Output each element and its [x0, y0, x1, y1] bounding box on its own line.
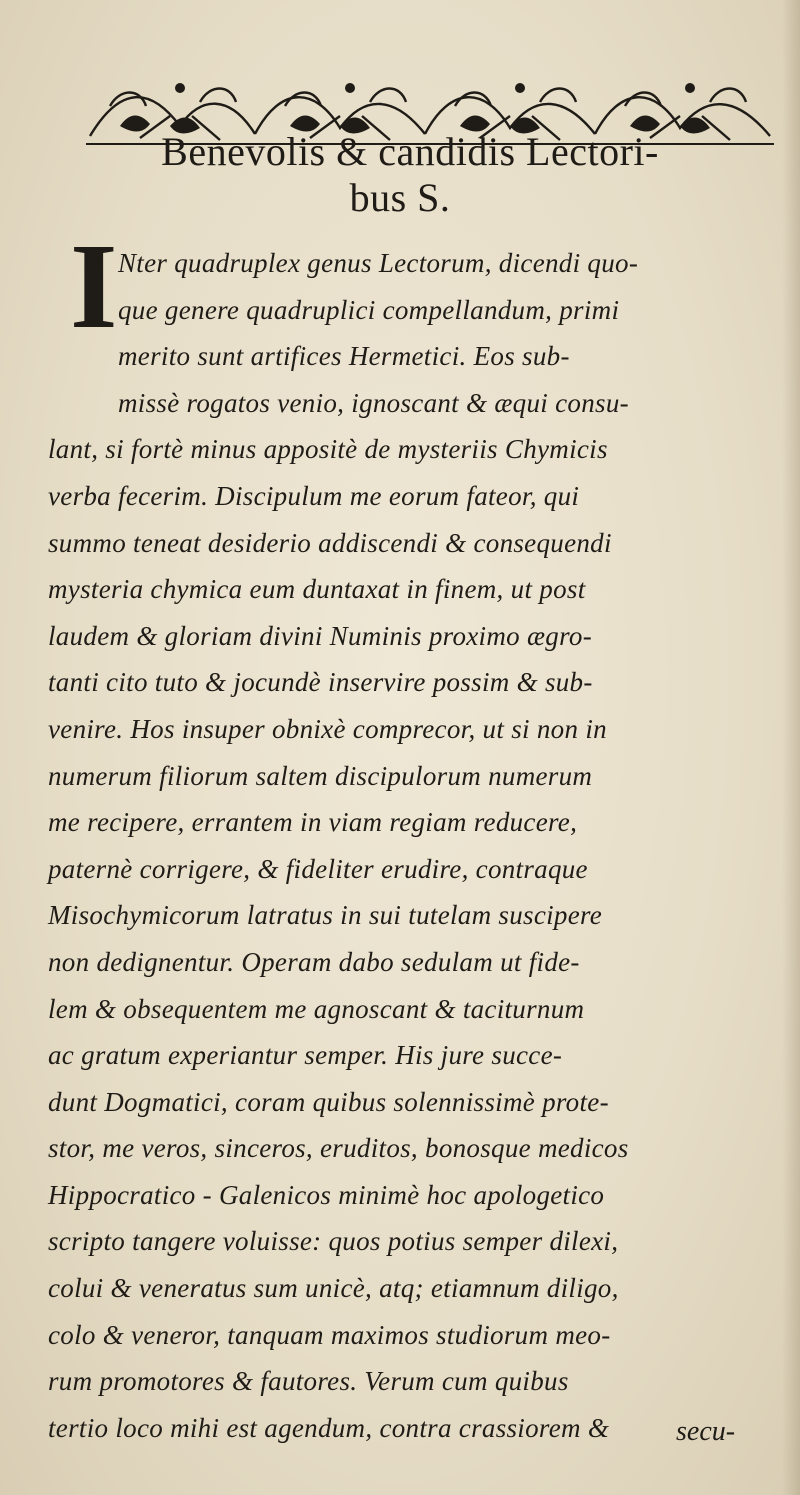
text-line: dunt Dogmatici, coram quibus solennissimè prote- [48, 1086, 609, 1117]
text-line: lem & obsequentem me agnoscant & taciturnum [48, 993, 585, 1024]
text-line: tanti cito tuto & jocundè inservire possim & sub- [48, 667, 593, 698]
page-heading [0, 128, 800, 222]
text-line: Hippocratico - Galenicos minimè hoc apologetico [48, 1179, 605, 1210]
page-edge-shadow [782, 0, 800, 1495]
body-paragraph [48, 240, 778, 1451]
text-line: colui & veneratus sum unicè, atq; etiamnum diligo, [48, 1273, 619, 1304]
text-line: que genere quadruplici compellandum, primi [118, 294, 620, 325]
text-line: Misochymicorum latratus in sui tutelam suscipere [48, 900, 603, 931]
heading-line-1: Benevolis & candidis Lectori- [161, 129, 659, 174]
text-line: rum promotores & fautores. Verum cum quibus [48, 1366, 569, 1397]
text-line: lant, si fortè minus appositè de mysteriis Chymicis [48, 434, 608, 465]
text-line: me recipere, errantem in viam regiam reducere, [48, 807, 578, 838]
text-line: verba fecerim. Discipulum me eorum fateor, qui [48, 480, 580, 511]
text-line: numerum filiorum saltem discipulorum numerum [48, 760, 593, 791]
text-line: Nter quadruplex genus Lectorum, dicendi quo- [118, 248, 639, 278]
heading-line-2: bus S. [349, 175, 451, 220]
catchword: secu- [676, 1416, 736, 1447]
text-line: tertio loco mihi est agendum, contra crassiorem & [48, 1412, 610, 1443]
text-line: mysteria chymica eum duntaxat in finem, ut post [48, 574, 586, 605]
text-line: summo teneat desiderio addiscendi & consequendi [48, 527, 612, 558]
text-line: paternè corrigere, & fideliter erudire, contraque [48, 853, 588, 884]
drop-cap-initial: I [70, 219, 118, 354]
text-line: scripto tangere voluisse: quos potius semper dilexi, [48, 1226, 619, 1257]
text-line: venire. Hos insuper obnixè comprecor, ut si non in [48, 713, 607, 744]
text-line: ac gratum experiantur semper. His jure succe- [48, 1040, 563, 1071]
text-line: colo & veneror, tanquam maximos studiorum meo- [48, 1319, 611, 1350]
text-line: non dedignentur. Operam dabo sedulam ut fide- [48, 946, 580, 977]
text-line: stor, me veros, sinceros, eruditos, bonosque medicos [48, 1133, 629, 1164]
text-line: missè rogatos venio, ignoscant & æqui consu- [118, 387, 629, 418]
text-line: laudem & gloriam divini Numinis proximo ægro- [48, 620, 592, 651]
text-line: merito sunt artifices Hermetici. Eos sub- [118, 341, 570, 372]
